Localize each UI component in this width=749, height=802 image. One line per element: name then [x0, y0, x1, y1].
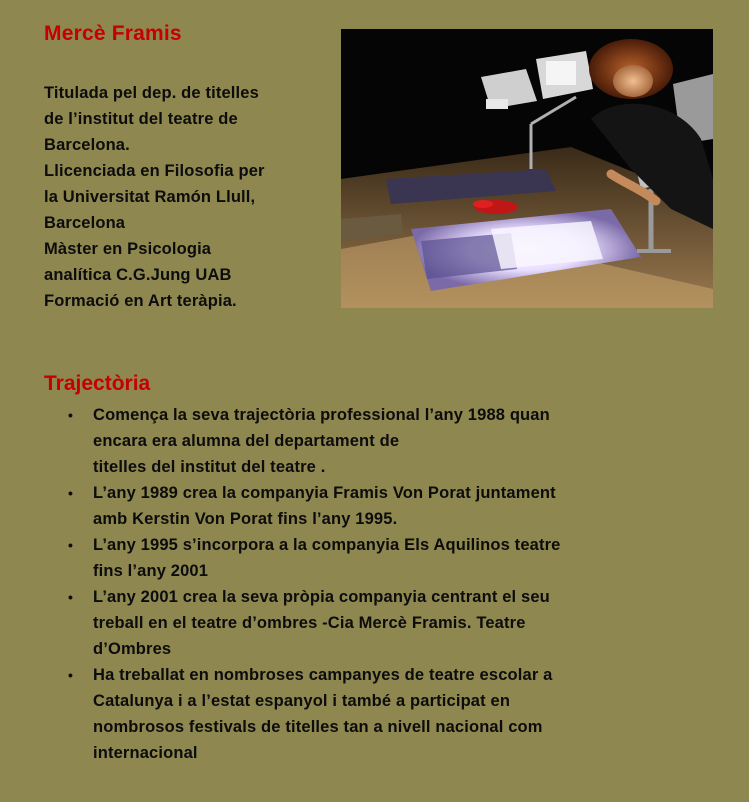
list-item-line: titelles del institut del teatre . — [93, 458, 326, 476]
bullet-icon: • — [68, 407, 74, 423]
bullet-icon: • — [68, 537, 74, 553]
bio-line: Màster en Psicologia — [44, 240, 212, 258]
bio-line: Titulada pel dep. de titelles — [44, 84, 259, 102]
list-item-line: L’any 1989 crea la companyia Framis Von Porat juntament — [93, 484, 556, 502]
list-item-line: Ha treballat en nombroses campanyes de teatre escolar a — [93, 666, 553, 684]
portrait-photo — [341, 29, 713, 308]
list-item-line: treball en el teatre d’ombres -Cia Mercè Framis. Teatre — [93, 614, 526, 632]
bio-line: Barcelona — [44, 214, 126, 232]
bio-line: Llicenciada en Filosofia per — [44, 162, 265, 180]
bio-line: la Universitat Ramón Llull, — [44, 188, 256, 206]
bio-line: Barcelona. — [44, 136, 130, 154]
list-item — [66, 584, 706, 662]
list-item-line: encara era alumna del departament de — [93, 432, 400, 450]
bullet-icon: • — [68, 589, 74, 605]
list-item-line: internacional — [93, 744, 198, 762]
bullet-icon: • — [68, 667, 74, 683]
list-item-line: L’any 1995 s’incorpora a la companyia Els Aquilinos teatre — [93, 536, 561, 554]
list-item-line: amb Kerstin Von Porat fins l’any 1995. — [93, 510, 398, 528]
list-item — [66, 480, 706, 532]
bio-text — [44, 80, 334, 314]
photo-shadow-theatre-workbench — [341, 29, 713, 308]
section-title-trajectoria: Trajectòria — [44, 372, 151, 395]
page-title: Mercè Framis — [44, 22, 182, 45]
list-item-line: fins l’any 2001 — [93, 562, 209, 580]
list-item-line: d’Ombres — [93, 640, 172, 658]
list-item-line: nombrosos festivals de titelles tan a nivell nacional com — [93, 718, 543, 736]
list-item — [66, 402, 706, 480]
list-item-line: Catalunya i a l’estat espanyol i també a participat en — [93, 692, 511, 710]
bio-line: Formació en Art teràpia. — [44, 292, 237, 310]
list-item-line: Comença la seva trajectòria professional l’any 1988 quan — [93, 406, 550, 424]
trajectoria-list — [66, 402, 706, 766]
bio-line: analítica C.G.Jung UAB — [44, 266, 232, 284]
bullet-icon: • — [68, 485, 74, 501]
list-item-line: L’any 2001 crea la seva pròpia companyia centrant el seu — [93, 588, 550, 606]
list-item — [66, 662, 706, 766]
bio-line: de l’institut del teatre de — [44, 110, 238, 128]
list-item — [66, 532, 706, 584]
